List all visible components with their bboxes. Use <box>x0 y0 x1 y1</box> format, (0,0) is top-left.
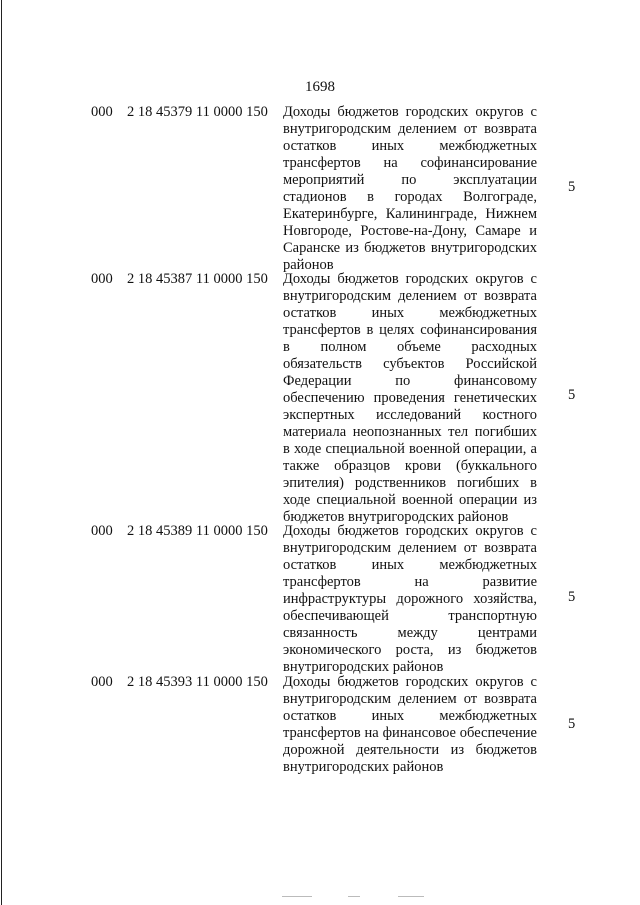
distribution-norm: 5 <box>568 716 576 732</box>
distribution-norm: 5 <box>568 589 576 605</box>
page-number: 1698 <box>305 79 335 95</box>
admin-code: 000 <box>91 104 113 120</box>
income-name: Доходы бюджетов городских округов с внутригородским делением от возврата остатков иных межбюджетных трансфертов на развитие инфраструктуры дорожного хозяйства, обеспечивающей транспортную связанность между центрами экономического роста, из бюджетов внутригородских районов <box>283 523 537 675</box>
budget-classification-code: 2 18 45389 11 0000 150 <box>127 523 268 539</box>
admin-code: 000 <box>91 523 113 539</box>
income-name: Доходы бюджетов городских округов с внутригородским делением от возврата остатков иных межбюджетных трансфертов на финансовое обеспечение дорожной деятельности из бюджетов внутригородских районов <box>283 674 537 775</box>
page-left-border <box>1 0 2 905</box>
admin-code: 000 <box>91 674 113 690</box>
distribution-norm: 5 <box>568 179 576 195</box>
budget-classification-code: 2 18 45387 11 0000 150 <box>127 271 268 287</box>
budget-classification-code: 2 18 45393 11 0000 150 <box>127 674 268 690</box>
budget-classification-code: 2 18 45379 11 0000 150 <box>127 104 268 120</box>
distribution-norm: 5 <box>568 387 576 403</box>
admin-code: 000 <box>91 271 113 287</box>
income-name: Доходы бюджетов городских округов с внутригородским делением от возврата остатков иных межбюджетных трансфертов на софинансирование мероприятий по эксплуатации стадионов в городах Волгограде, Екатеринбурге, Калининграде, Нижнем Новгороде, Ростове-на-Дону, Самаре и Саранске из бюджетов внутригородских районов <box>283 104 537 273</box>
income-name: Доходы бюджетов городских округов с внутригородским делением от возврата остатков иных межбюджетных трансфертов в целях софинансирования в полном объеме расходных обязательств субъектов Российской Федерации по финансовому обеспечению проведения генетических экспертных исследований костного материала неопознанных тел погибших в ходе специальной военной операции, а также образцов крови (буккального эпителия) родственников погибших в ходе специальной военной операции из бюджетов внутригородских районов <box>283 271 537 525</box>
